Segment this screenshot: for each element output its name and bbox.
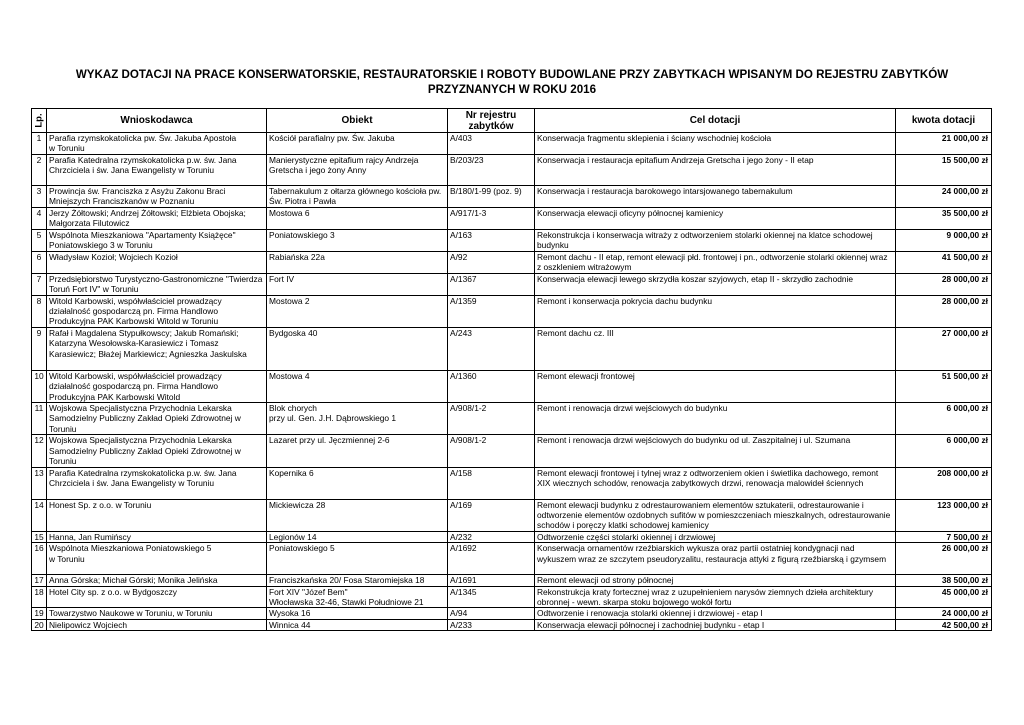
register-number-cell: A/233 (448, 619, 535, 630)
header-applicant: Wnioskodawca (47, 109, 267, 133)
grants-table (31, 108, 992, 631)
register-number-cell: A/243 (448, 327, 535, 370)
object-cell: Winnica 44 (267, 619, 448, 630)
table-row (32, 370, 992, 402)
row-number: 17 (32, 575, 47, 586)
object-cell: Rabiańska 22a (267, 251, 448, 273)
applicant-cell: Wspólnota Mieszkaniowa "Apartamenty Książęce" Poniatowskiego 3 w Toruniu (47, 229, 267, 251)
register-number-cell: A/1367 (448, 273, 535, 295)
amount-cell: 6 000,00 zł (896, 403, 992, 435)
amount-cell: 26 000,00 zł (896, 543, 992, 575)
register-number-cell: A/1692 (448, 543, 535, 575)
object-cell: Mostowa 4 (267, 370, 448, 402)
row-number: 11 (32, 403, 47, 435)
title-line-1: WYKAZ DOTACJI NA PRACE KONSERWATORSKIE, RESTAURATORSKIE I ROBOTY BUDOWLANE PRZY ZABYTKACH WPISANYM DO REJESTRU ZABYTKÓW (75, 68, 949, 81)
register-number-cell: A/1691 (448, 575, 535, 586)
table-row (32, 403, 992, 435)
table-row (32, 251, 992, 273)
row-number: 9 (32, 327, 47, 370)
amount-cell: 28 000,00 zł (896, 273, 992, 295)
row-number: 1 (32, 133, 47, 155)
table-row (32, 467, 992, 499)
applicant-cell: Wspólnota Mieszkaniowa Poniatowskiego 5 w Toruniu (47, 543, 267, 575)
amount-cell: 21 000,00 zł (896, 133, 992, 155)
object-cell: Poniatowskiego 5 (267, 543, 448, 575)
purpose-cell: Remont elewacji frontowej i tylnej wraz z odtworzeniem okien i świetlika dachowego, remont XIX wiecznych schodów, renowacja zabytkowych drzwi, renowacja malowideł ściennych (535, 467, 896, 499)
table-row (32, 619, 992, 630)
purpose-cell: Odtworzenie części stolarki okiennej i drzwiowej (535, 531, 896, 542)
document-title (30, 67, 994, 97)
row-number: 3 (32, 185, 47, 207)
register-number-cell: A/158 (448, 467, 535, 499)
purpose-cell: Rekonstrukcja i konserwacja witraży z odtworzeniem stolarki okiennej na klatce schodowej budynku (535, 229, 896, 251)
amount-cell: 38 500,00 zł (896, 575, 992, 586)
applicant-cell: Hotel City sp. z o.o. w Bydgoszczy (47, 586, 267, 608)
purpose-cell: Konserwacja fragmentu sklepienia i ściany wschodniej kościoła (535, 133, 896, 155)
row-number: 2 (32, 154, 47, 185)
applicant-cell: Hanna, Jan Rumińscy (47, 531, 267, 542)
amount-cell: 51 500,00 zł (896, 370, 992, 402)
row-number: 20 (32, 619, 47, 630)
purpose-cell: Odtworzenie i renowacja stolarki okiennej i drzwiowej - etap I (535, 608, 896, 619)
register-number-cell: A/163 (448, 229, 535, 251)
purpose-cell: Remont dachu - II etap, remont elewacji płd. frontowej i pn., odtworzenie stolarki okiennej wraz z oszkleniem witrażowym (535, 251, 896, 273)
purpose-cell: Konserwacja i restauracja barokowego intarsjowanego tabernakulum (535, 185, 896, 207)
purpose-cell: Remont i renowacja drzwi wejściowych do budynku (535, 403, 896, 435)
row-number: 8 (32, 295, 47, 327)
object-cell: Mickiewicza 28 (267, 499, 448, 531)
table-row (32, 586, 992, 608)
applicant-cell: Honest Sp. z o.o. w Toruniu (47, 499, 267, 531)
table-row (32, 608, 992, 619)
row-number: 7 (32, 273, 47, 295)
table-row (32, 531, 992, 542)
object-cell: Blok chorych przy ul. Gen. J.H. Dąbrowskiego 1 (267, 403, 448, 435)
row-number: 10 (32, 370, 47, 402)
register-number-cell: A/908/1-2 (448, 403, 535, 435)
amount-cell: 7 500,00 zł (896, 531, 992, 542)
register-number-cell: A/92 (448, 251, 535, 273)
object-cell: Lazaret przy ul. Jęczmiennej 2-6 (267, 435, 448, 467)
table-row (32, 543, 992, 575)
applicant-cell: Witold Karbowski, współwłaściciel prowadzący działalność gospodarczą pn. Firma Handlowo Produkcyjna PAK Karbowski Witold w Toruniu (47, 295, 267, 327)
applicant-cell: Towarzystwo Naukowe w Toruniu, w Toruniu (47, 608, 267, 619)
table-row (32, 154, 992, 185)
row-number: 18 (32, 586, 47, 608)
applicant-cell: Wojskowa Specjalistyczna Przychodnia Lekarska Samodzielny Publiczny Zakład Opieki Zdrowotnej w Toruniu (47, 435, 267, 467)
purpose-cell: Konserwacja elewacji lewego skrzydła koszar szyjowych, etap II - skrzydło zachodnie (535, 273, 896, 295)
purpose-cell: Konserwacja ornamentów rzeźbiarskich wykusza oraz partii ostatniej kondygnacji nad wykuszem wraz ze szczytem pseudoryzalitu, restauracja attyki z figurą rzeźbiarską i gzymsem (535, 543, 896, 575)
purpose-cell: Rekonstrukcja kraty fortecznej wraz z uzupełnieniem narysów ziemnych dzieła architektury obronnej - wewn. skarpa stoku bojowego wokół fortu (535, 586, 896, 608)
table-row (32, 435, 992, 467)
amount-cell: 24 000,00 zł (896, 185, 992, 207)
purpose-cell: Konserwacja elewacji północnej i zachodniej budynku - etap I (535, 619, 896, 630)
amount-cell: 42 500,00 zł (896, 619, 992, 630)
applicant-cell: Nielipowicz Wojciech (47, 619, 267, 630)
applicant-cell: Anna Górska; Michał Górski; Monika Jelińska (47, 575, 267, 586)
applicant-cell: Przedsiębiorstwo Turystyczno-Gastronomiczne "Twierdza Toruń Fort IV" w Toruniu (47, 273, 267, 295)
title-line-2: PRZYZNANYCH W ROKU 2016 (427, 83, 597, 96)
applicant-cell: Prowincja św. Franciszka z Asyżu Zakonu Braci Mniejszych Franciszkanów w Poznaniu (47, 185, 267, 207)
amount-cell: 208 000,00 zł (896, 467, 992, 499)
purpose-cell: Remont i renowacja drzwi wejściowych do budynku od ul. Zaszpitalnej i ul. Szumana (535, 435, 896, 467)
object-cell: Mostowa 6 (267, 207, 448, 229)
object-cell: Tabernakulum z ołtarza głównego kościoła pw. Św. Piotra i Pawła (267, 185, 448, 207)
table-row (32, 273, 992, 295)
applicant-cell: Władysław Kozioł; Wojciech Kozioł (47, 251, 267, 273)
header-amount: kwota dotacji (896, 109, 992, 133)
row-number: 14 (32, 499, 47, 531)
object-cell: Bydgoska 40 (267, 327, 448, 370)
applicant-cell: Parafia Katedralna rzymskokatolicka p.w. św. Jana Chrzciciela i św. Jana Ewangelisty w Toruniu (47, 467, 267, 499)
table-row (32, 133, 992, 155)
header-object: Obiekt (267, 109, 448, 133)
row-number: 12 (32, 435, 47, 467)
applicant-cell: Jerzy Żółtowski; Andrzej Żółtowski; Elżbieta Obojska; Małgorzata Filutowicz (47, 207, 267, 229)
purpose-cell: Konserwacja elewacji oficyny północnej kamienicy (535, 207, 896, 229)
register-number-cell: A/917/1-3 (448, 207, 535, 229)
applicant-cell: Rafał i Magdalena Stypułkowscy; Jakub Romański; Katarzyna Wesołowska-Karasiewicz i Tomasz Karasiewicz; Błażej Markiewicz; Agnieszka Jaskulska (47, 327, 267, 370)
amount-cell: 6 000,00 zł (896, 435, 992, 467)
row-number: 16 (32, 543, 47, 575)
object-cell: Poniatowskiego 3 (267, 229, 448, 251)
applicant-cell: Parafia Katedralna rzymskokatolicka p.w. św. Jana Chrzciciela i św. Jana Ewangelisty w Toruniu (47, 154, 267, 185)
register-number-cell: A/1345 (448, 586, 535, 608)
table-row (32, 295, 992, 327)
amount-cell: 123 000,00 zł (896, 499, 992, 531)
table-row (32, 575, 992, 586)
object-cell: Manierystyczne epitafium rajcy Andrzeja Gretscha i jego żony Anny (267, 154, 448, 185)
header-purpose: Cel dotacji (535, 109, 896, 133)
row-number: 4 (32, 207, 47, 229)
amount-cell: 24 000,00 zł (896, 608, 992, 619)
header-register: Nr rejestru zabytków (448, 109, 535, 133)
amount-cell: 41 500,00 zł (896, 251, 992, 273)
amount-cell: 9 000,00 zł (896, 229, 992, 251)
purpose-cell: Konserwacja i restauracja epitafium Andrzeja Gretscha i jego żony - II etap (535, 154, 896, 185)
row-number: 6 (32, 251, 47, 273)
row-number: 5 (32, 229, 47, 251)
register-number-cell: A/1360 (448, 370, 535, 402)
object-cell: Legionów 14 (267, 531, 448, 542)
object-cell: Franciszkańska 20/ Fosa Staromiejska 18 (267, 575, 448, 586)
table-row (32, 499, 992, 531)
row-number: 13 (32, 467, 47, 499)
applicant-cell: Parafia rzymskokatolicka pw. Św. Jakuba Apostoła w Toruniu (47, 133, 267, 155)
register-number-cell: A/908/1-2 (448, 435, 535, 467)
amount-cell: 28 000,00 zł (896, 295, 992, 327)
table-row (32, 207, 992, 229)
row-number: 15 (32, 531, 47, 542)
object-cell: Kopernika 6 (267, 467, 448, 499)
register-number-cell: B/180/1-99 (poz. 9) (448, 185, 535, 207)
object-cell: Kościół parafialny pw. Św. Jakuba (267, 133, 448, 155)
header-lp: Lp. (32, 109, 47, 133)
register-number-cell: A/403 (448, 133, 535, 155)
amount-cell: 15 500,00 zł (896, 154, 992, 185)
register-number-cell: A/232 (448, 531, 535, 542)
object-cell: Fort IV (267, 273, 448, 295)
amount-cell: 45 000,00 zł (896, 586, 992, 608)
purpose-cell: Remont i konserwacja pokrycia dachu budynku (535, 295, 896, 327)
object-cell: Fort XIV "Józef Bem" Włocławska 32-46, Stawki Południowe 21 (267, 586, 448, 608)
register-number-cell: A/94 (448, 608, 535, 619)
register-number-cell: A/1359 (448, 295, 535, 327)
register-number-cell: A/169 (448, 499, 535, 531)
object-cell: Mostowa 2 (267, 295, 448, 327)
table-row (32, 185, 992, 207)
amount-cell: 35 500,00 zł (896, 207, 992, 229)
register-number-cell: B/203/23 (448, 154, 535, 185)
applicant-cell: Wojskowa Specjalistyczna Przychodnia Lekarska Samodzielny Publiczny Zakład Opieki Zdrowotnej w Toruniu (47, 403, 267, 435)
applicant-cell: Witold Karbowski, współwłaściciel prowadzący działalność gospodarczą pn. Firma Handlowo Produkcyjna PAK Karbowski Witold (47, 370, 267, 402)
amount-cell: 27 000,00 zł (896, 327, 992, 370)
purpose-cell: Remont elewacji od strony północnej (535, 575, 896, 586)
table-header-row (32, 109, 992, 133)
purpose-cell: Remont dachu cz. III (535, 327, 896, 370)
purpose-cell: Remont elewacji budynku z odrestaurowaniem elementów sztukaterii, odrestaurowanie i odtworzenie elementów ozdobnych sufitów w pomieszczeniach mieszkalnych, odrestaurowanie schodów i poręczy klatki schodowej kamienicy (535, 499, 896, 531)
purpose-cell: Remont elewacji frontowej (535, 370, 896, 402)
row-number: 19 (32, 608, 47, 619)
object-cell: Wysoka 16 (267, 608, 448, 619)
table-row (32, 229, 992, 251)
table-row (32, 327, 992, 370)
